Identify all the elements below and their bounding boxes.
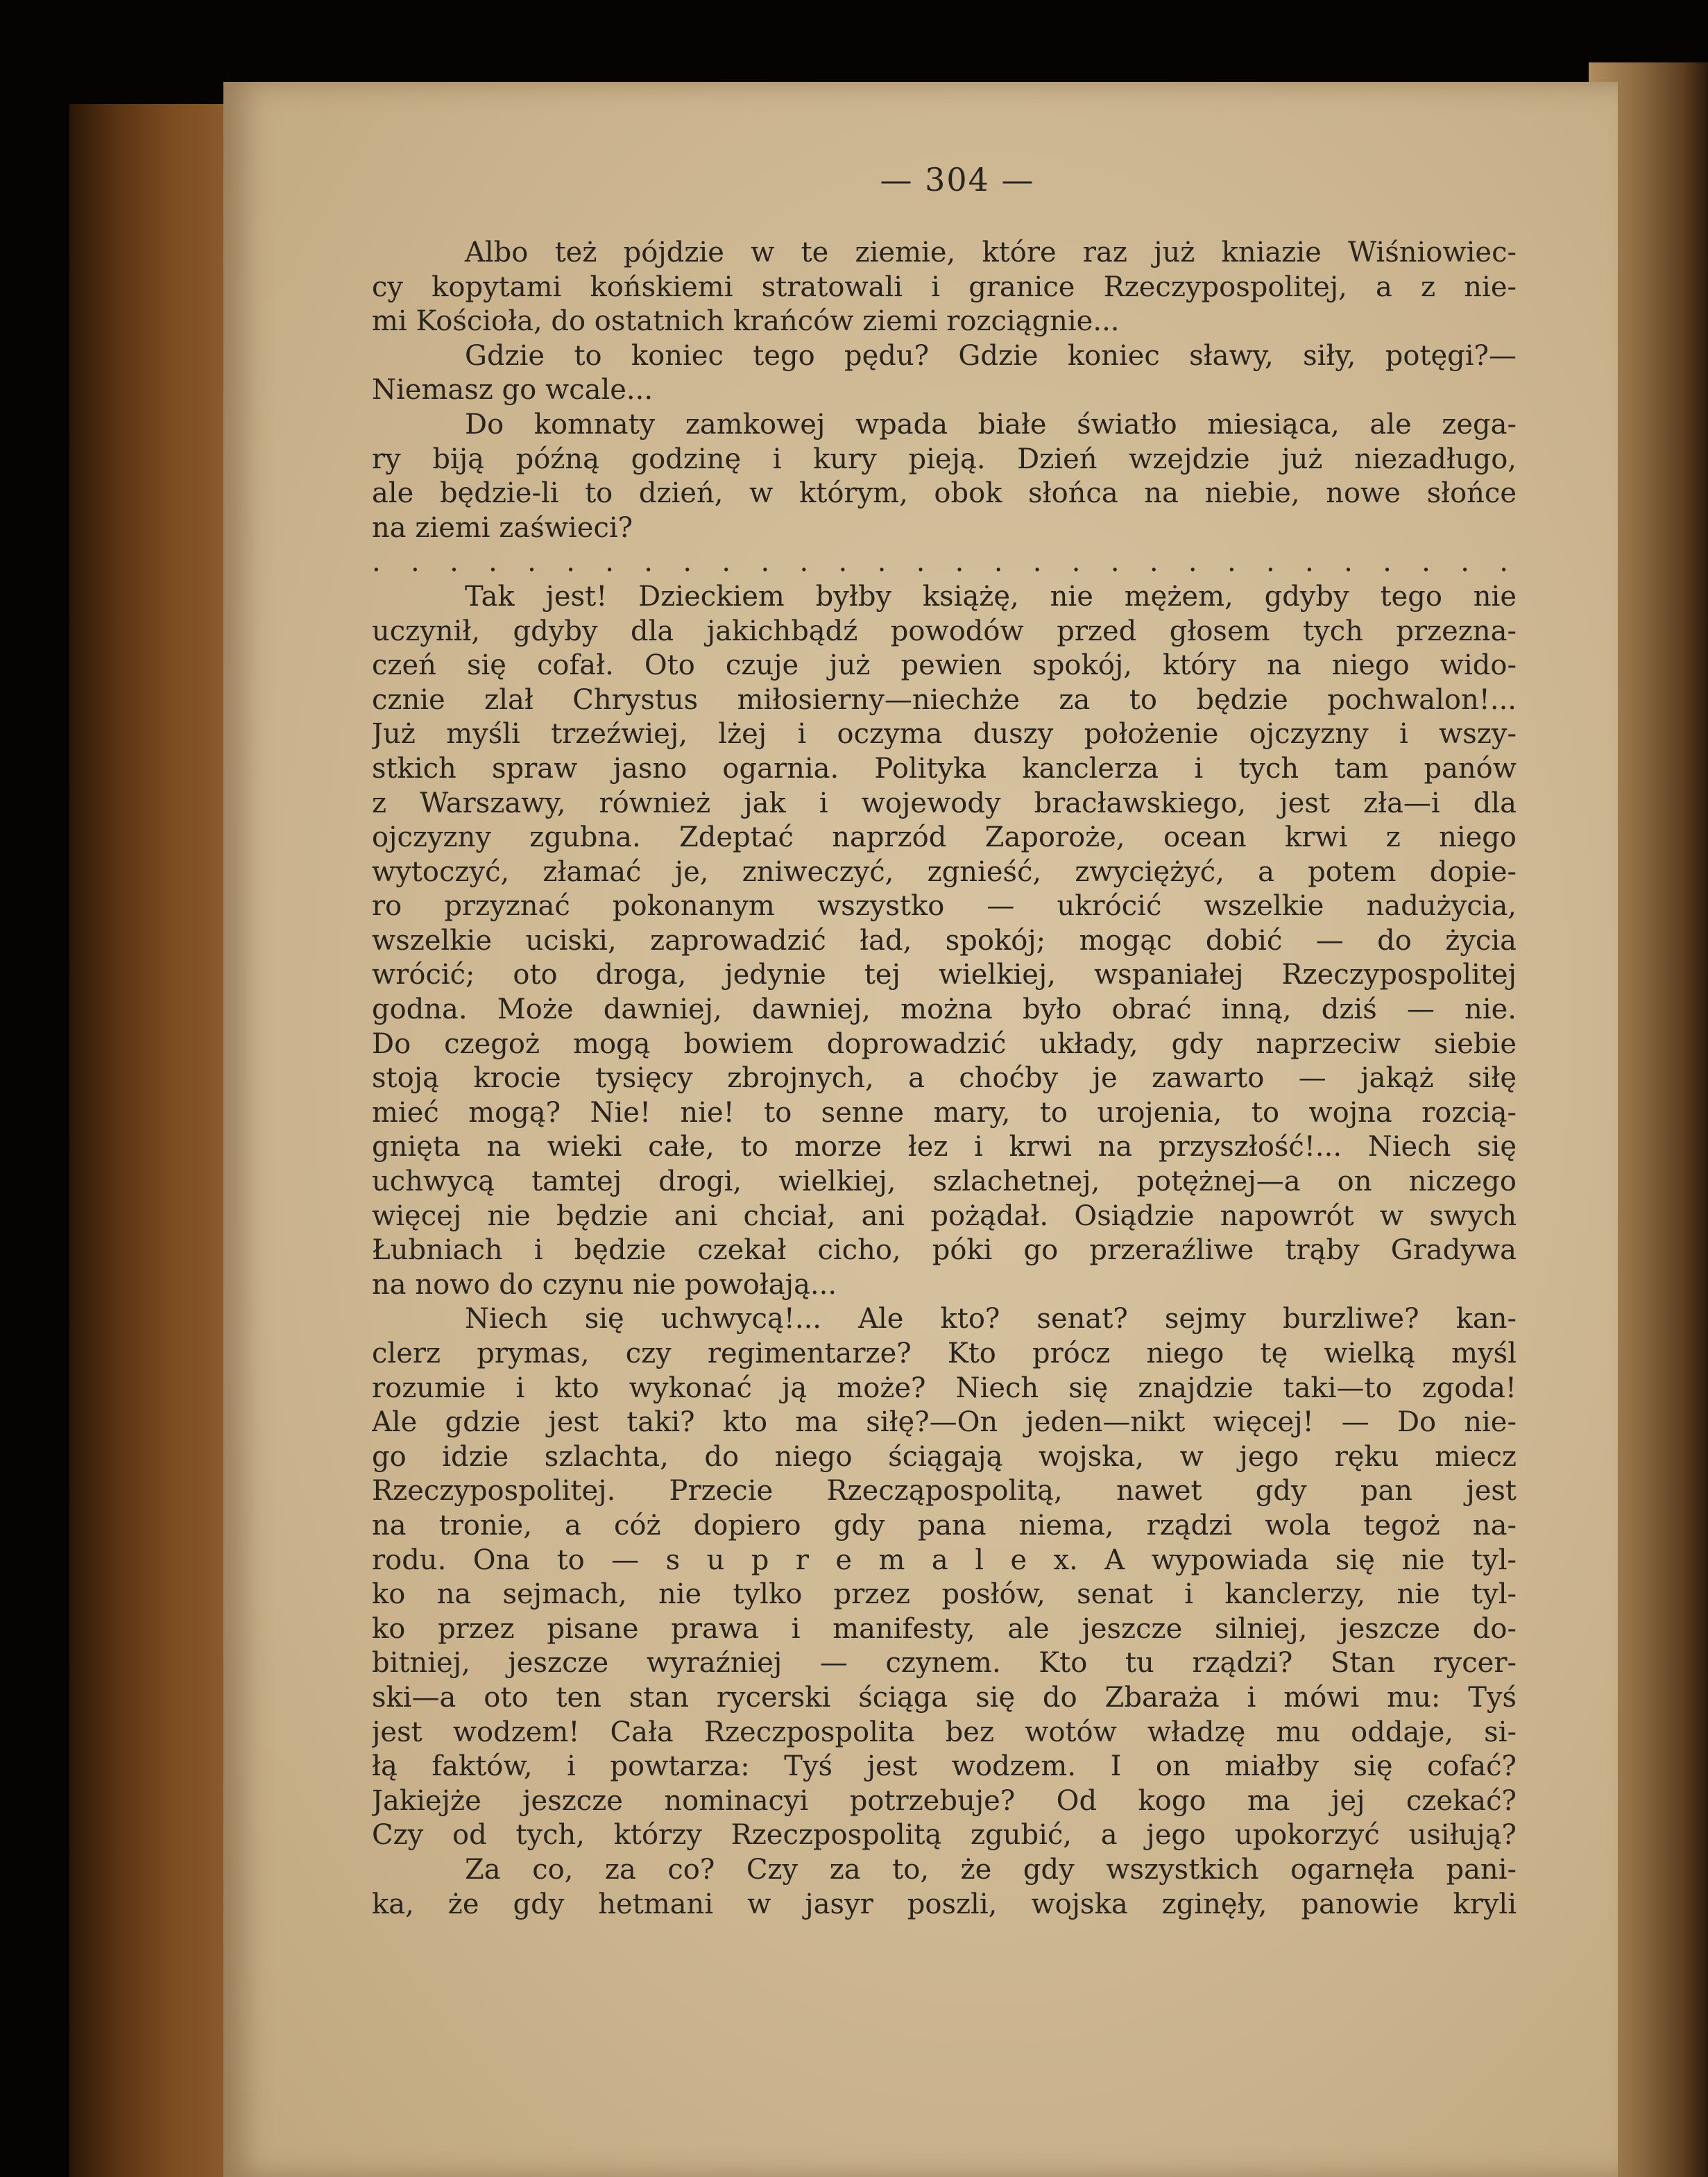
text-line: go idzie szlachta, do niego ściągają wojska, w jego ręku miecz <box>372 1440 1517 1473</box>
text-line: Czy od tych, którzy Rzeczpospolitą zgubić, a jego upokorzyć usiłują? <box>372 1819 1517 1852</box>
text-line: stkich spraw jasno ogarnia. Polityka kanclerza i tych tam panów <box>372 752 1517 785</box>
text-line: Jakiejże jeszcze nominacyi potrzebuje? Od kogo ma jej czekać? <box>372 1784 1517 1817</box>
text-line: ale będzie-li to dzień, w którym, obok słońca na niebie, nowe słońce <box>372 477 1517 510</box>
text-line: godna. Może dawniej, dawniej, można było obrać inną, dziś — nie. <box>372 993 1517 1026</box>
text-line: na tronie, a cóż dopiero gdy pana niema, rządzi wola tegoż na- <box>372 1509 1517 1542</box>
text-line: Ale gdzie jest taki? kto ma siłę?—On jeden—nikt więcej! — Do nie- <box>372 1406 1517 1439</box>
text-line: jest wodzem! Cała Rzeczpospolita bez wotów władzę mu oddaje, si- <box>372 1716 1517 1748</box>
text-line: Już myśli trzeźwiej, lżej i oczyma duszy położenie ojczyzny i wszy- <box>372 718 1517 751</box>
text-line: bitniej, jeszcze wyraźniej — czynem. Kto tu rządzi? Stan rycer- <box>372 1647 1517 1680</box>
text-line: ro przyznać pokonanym wszystko — ukrócić wszelkie nadużycia, <box>372 890 1517 923</box>
text-line: wytoczyć, złamać je, zniweczyć, zgnieść, zwyciężyć, a potem dopie- <box>372 855 1517 888</box>
text-line: ko na sejmach, nie tylko przez posłów, senat i kanclerzy, nie tyl- <box>372 1578 1517 1611</box>
text-line: ko przez pisane prawa i manifesty, ale jeszcze silniej, jeszcze do- <box>372 1612 1517 1645</box>
text-line: łą faktów, i powtarza: Tyś jest wodzem. I on miałby się cofać? <box>372 1750 1517 1783</box>
text-line: ka, że gdy hetmani w jasyr poszli, wojska zginęły, panowie kryli <box>372 1888 1517 1920</box>
text-line: stoją krocie tysięcy zbrojnych, a choćby je zawarto — jakąż siłę <box>372 1062 1517 1095</box>
text-line: wrócić; oto droga, jedynie tej wielkiej, wspaniałej Rzeczypospolitej <box>372 959 1517 991</box>
text-line: wszelkie uciski, zaprowadzić ład, spokój; mogąc dobić — do życia <box>372 924 1517 957</box>
text-line: gnięta na wieki całe, to morze łez i krwi na przyszłość!... Niech się <box>372 1131 1517 1163</box>
text-line: Do czegoż mogą bowiem doprowadzić układy, gdy naprzeciw siebie <box>372 1027 1517 1060</box>
text-line: cy kopytami końskiemi stratowali i granice Rzeczypospolitej, a z nie- <box>372 271 1517 303</box>
text-line: . . . . . . . . . . . . . . . . . . . . . . . . . . . . . . <box>372 546 1517 579</box>
text-line: Tak jest! Dzieckiem byłby książę, nie mężem, gdyby tego nie <box>465 580 1517 613</box>
text-line: mi Kościoła, do ostatnich krańców ziemi rozciągnie... <box>372 305 1120 338</box>
page-text <box>372 236 1517 1922</box>
text-line: uchwycą tamtej drogi, wielkiej, szlachetnej, potężnej—a on niczego <box>372 1166 1517 1198</box>
text-line: cznie zlał Chrystus miłosierny—niechże za to będzie pochwalon!... <box>372 683 1517 716</box>
text-line: czeń się cofał. Oto czuje już pewien spokój, który na niego wido- <box>372 649 1517 682</box>
text-line: Za co, za co? Czy za to, że gdy wszystkich ogarnęła pani- <box>465 1853 1517 1886</box>
text-line: Łubniach i będzie czekał cicho, póki go przeraźliwe trąby Gradywa <box>372 1234 1517 1267</box>
text-line: rozumie i kto wykonać ją może? Niech się znajdzie taki—to zgoda! <box>372 1372 1517 1404</box>
book-spine <box>69 104 232 2177</box>
text-line: ski—a oto ten stan rycerski ściąga się do Zbaraża i mówi mu: Tyś <box>372 1681 1517 1714</box>
text-line: rodu. Ona to — s u p r e m a l e x. A wypowiada się nie tyl- <box>372 1544 1517 1576</box>
text-line: Gdzie to koniec tego pędu? Gdzie koniec sławy, siły, potęgi?— <box>465 339 1517 372</box>
text-line: uczynił, gdyby dla jakichbądź powodów przed głosem tych przezna- <box>372 615 1517 647</box>
text-line: na nowo do czynu nie powołają... <box>372 1268 837 1301</box>
text-line: więcej nie będzie ani chciał, ani pożądał. Osiądzie napowrót w swych <box>372 1200 1517 1232</box>
text-line: Niech się uchwycą!... Ale kto? senat? sejmy burzliwe? kan- <box>465 1303 1517 1335</box>
page-number: — 304 — <box>880 161 1035 198</box>
text-line: ry biją późną godzinę i kury pieją. Dzień wzejdzie już niezadługo, <box>372 443 1517 475</box>
text-line: Niemasz go wcale... <box>372 374 654 407</box>
text-line: Rzeczypospolitej. Przecie Rzecząpospolitą, nawet gdy pan jest <box>372 1475 1517 1508</box>
text-line: z Warszawy, również jak i wojewody bracławskiego, jest zła—i dla <box>372 787 1517 819</box>
text-line: Do komnaty zamkowej wpada białe światło miesiąca, ale zega- <box>465 408 1517 441</box>
text-line: ojczyzny zgubna. Zdeptać naprzód Zaporoże, ocean krwi z niego <box>372 821 1517 854</box>
text-line: clerz prymas, czy regimentarze? Kto prócz niego tę wielką myśl <box>372 1338 1517 1369</box>
text-line: mieć mogą? Nie! nie! to senne mary, to urojenia, to wojna rozcią- <box>372 1096 1517 1129</box>
text-line: Albo też pójdzie w te ziemie, które raz już kniazie Wiśniowiec- <box>465 237 1517 268</box>
text-line: na ziemi zaświeci? <box>372 511 633 544</box>
